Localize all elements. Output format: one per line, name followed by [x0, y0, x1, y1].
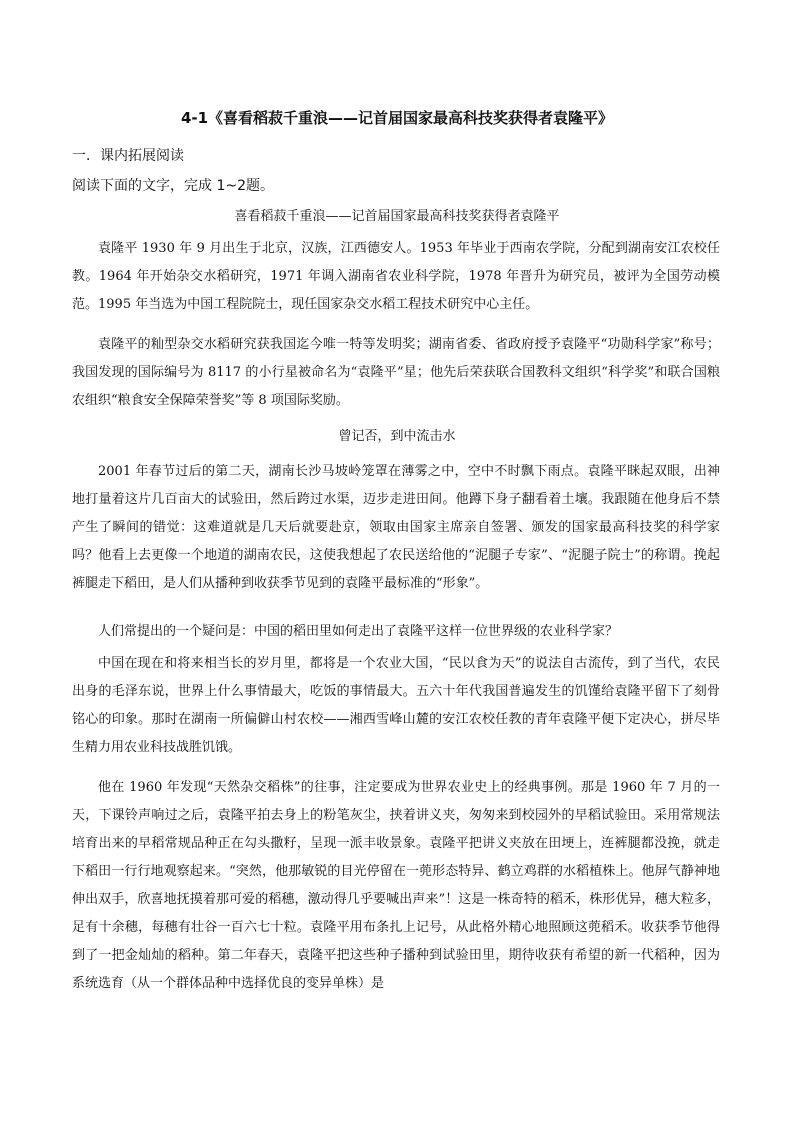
- reading-instruction: 阅读下面的文字，完成 1~2题。: [72, 178, 274, 194]
- document-title: 4-1《喜看稻菽千重浪——记首届国家最高科技奖获得者袁隆平》: [180, 109, 614, 127]
- article-subheading: 曾记否，到中流击水: [338, 429, 456, 444]
- paragraph-body-1: 2001 年春节过后的第二天，湖南长沙马坡岭笼罩在薄雾之中，空中不时飘下雨点。袁隆平眯起双眼，出神地打量着这片几百亩大的试验田，然后跨过水渠，迈步走进田间。他蹲下身子翻看着土壤。我跟随在他身后不禁产生了瞬间的错觉：这难道就是几天后就要赴京，领取由国家主席亲自签署、颁发的国家最高科技奖的科学家吗？他看上去更像一个地道的湖南农民，这使我想起了农民送给他的“泥腿子专家”、“泥腿子院士”的称谓。挽起裤腿走下稻田，是人们从播种到收获季节见到的袁隆平最标准的“形象”。: [72, 464, 720, 591]
- paragraph-intro-1: 袁隆平 1930 年 9 月出生于北京，汉族，江西德安人。1953 年毕业于西南农学院，分配到湖南安江农校任教。1964 年开始杂交水稻研究，1971 年调入湖南省农业科学院，1978 年晋升为研究员，被评为全国劳动模范。1995 年当选为中国工程院院士，现任国家杂交水稻工程技术研究中心主任。: [72, 241, 720, 312]
- paragraph-body-2: 人们常提出的一个疑问是：中国的稻田里如何走出了袁隆平这样一位世界级的农业科学家？: [98, 624, 619, 639]
- paragraph-intro-2: 袁隆平的籼型杂交水稻研究获我国迄今唯一特等发明奖；湖南省委、省政府授予袁隆平“功勋科学家”称号；我国发现的国际编号为 8117 的小行星被命名为“袁隆平”星；他先后荣获联合国教科文组织“科学奖”和联合国粮农组织“粮食安全保障荣誉奖”等 8 项国际奖励。: [72, 337, 720, 408]
- paragraph-body-3: 中国在现在和将来相当长的岁月里，都将是一个农业大国，“民以食为天”的说法自古流传，到了当代，农民出身的毛泽东说，世界上什么事情最大，吃饭的事情最大。五六十年代我国普遍发生的饥馑给袁隆平留下了刻骨铭心的印象。那时在湖南一所偏僻山村农校——湘西雪峰山麓的安江农校任教的青年袁隆平便下定决心，拼尽毕生精力用农业科技战胜饥饿。: [72, 656, 720, 755]
- section-heading: 一．课内拓展阅读: [72, 148, 184, 164]
- paragraph-body-4: 他在 1960 年发现“天然杂交稻株”的往事，注定要成为世界农业史上的经典事例。那是 1960 年 7 月的一天，下课铃声响过之后，袁隆平拍去身上的粉笔灰尘，挟着讲义夹，匆匆来到校园外的早稻试验田。采用常规法培育出来的早稻常规品种正在勾头撒籽，呈现一派丰收景象。袁隆平把讲义夹放在田埂上，连裤腿都没挽，就走下稻田一行行地观察起来。“突然，他那敏锐的目光停留在一蔸形态特异、鹤立鸡群的水稻植株上。他屏气静神地伸出双手，欣喜地抚摸着那可爱的稻穗，激动得几乎要喊出声来”！这是一株奇特的稻禾，株形优异，穗大粒多，足有十余穗，每穗有壮谷一百六七十粒。袁隆平用布条扎上记号，从此格外精心地照顾这蔸稻禾。收获季节他得到了一把金灿灿的稻种。第二年春天，袁隆平把这些种子播种到试验田里，期待收获有希望的新一代稻种，因为系统选育（从一个群体品种中选择优良的变异单株）是: [72, 780, 720, 991]
- article-title: 喜看稻菽千重浪——记首届国家最高科技奖获得者袁隆平: [234, 209, 560, 224]
